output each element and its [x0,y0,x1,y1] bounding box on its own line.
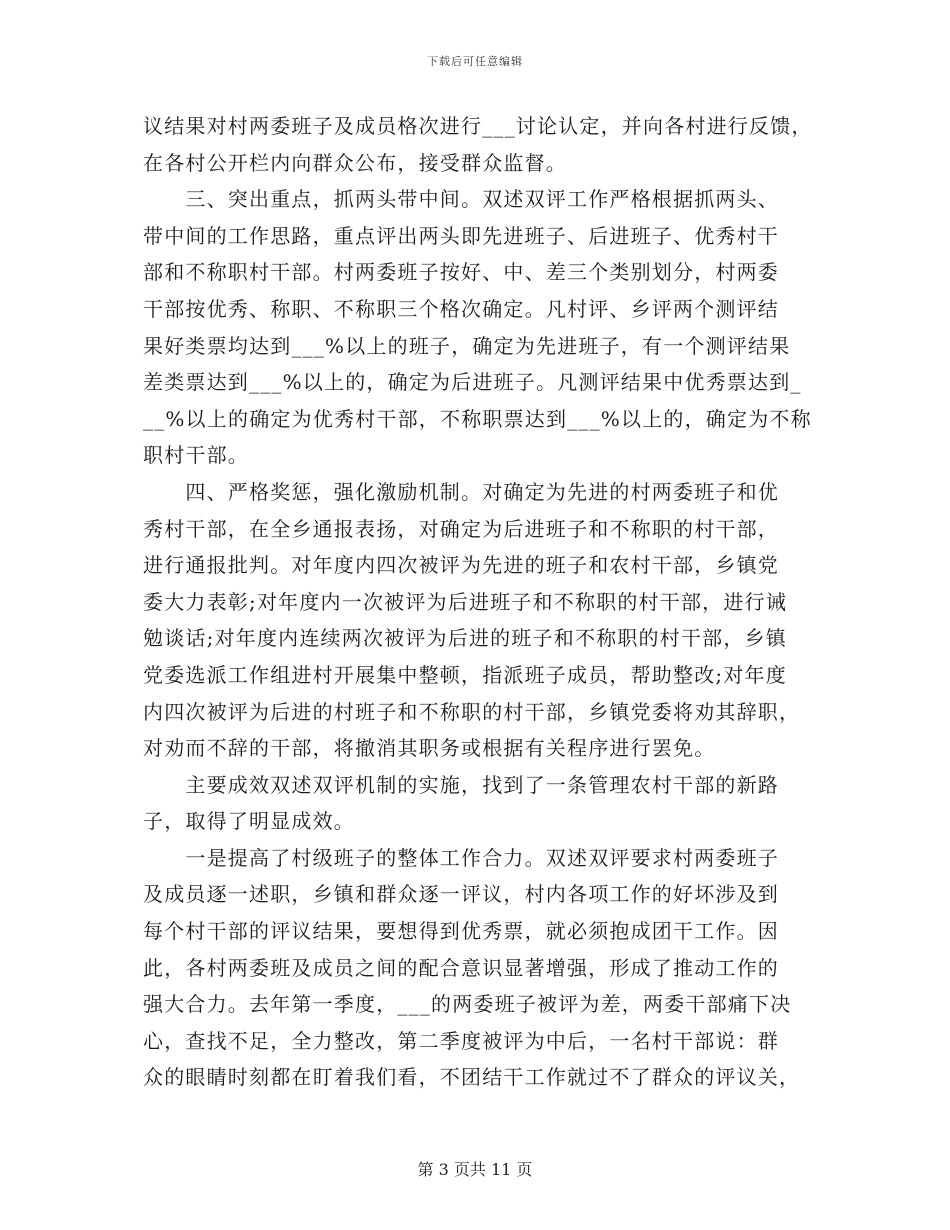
text-line: 子，取得了明显成效。 [143,809,355,834]
page-number: 第 3 页共 11 页 [417,1160,533,1179]
text-line: 众的眼睛时刻都在盯着我们看，不团结干工作就过不了群众的评议关， [143,1065,801,1090]
text-line: 内四次被评为后进的村班子和不称职的村干部，乡镇党委将劝其辞职， [143,699,801,724]
text-line: 干部按优秀、称职、不称职三个格次确定。凡村评、乡评两个测评结 [143,296,779,321]
text-line: 强大合力。去年第一季度，___的两委班子被评为差，两委干部痛下决 [143,992,792,1017]
text-line: __%以上的确定为优秀村干部，不称职票达到___%以上的，确定为不称 [143,406,812,431]
text-line: 心，查找不足，全力整改，第二季度被评为中后，一名村干部说：群 [143,1028,779,1053]
text-line: 进行通报批判。对年度内四次被评为先进的班子和农村干部，乡镇党 [143,553,779,578]
text-line: 一是提高了村级班子的整体工作合力。双述双评要求村两委班子 [143,845,779,870]
text-line: 带中间的工作思路，重点评出两头即先进班子、后进班子、优秀村干 [143,223,779,248]
text-line: 职村干部。 [143,443,249,468]
text-line: 委大力表彰;对年度内一次被评为后进班子和不称职的村干部，进行诫 [143,589,787,614]
text-line: 在各村公开栏内向群众公布，接受群众监督。 [143,150,567,175]
text-line: 勉谈话;对年度内连续两次被评为后进的班子和不称职的村干部，乡镇 [143,626,787,651]
text-line: 对劝而不辞的干部，将撤消其职务或根据有关程序进行罢免。 [143,736,716,761]
text-line: 三、突出重点，抓两头带中间。双述双评工作严格根据抓两头、 [143,187,779,212]
text-line: 主要成效双述双评机制的实施，找到了一条管理农村干部的新路 [143,772,779,797]
text-line: 党委选派工作组进村开展集中整顿，指派班子成员，帮助整改;对年度 [143,662,787,687]
text-line: 秀村干部，在全乡通报表扬，对确定为后进班子和不称职的村干部， [143,516,779,541]
document-body [143,108,813,1096]
text-line: 此，各村两委班及成员之间的配合意识显著增强，形成了推动工作的 [143,955,779,980]
header-note: 下载后可任意编辑 [427,55,523,68]
text-line: 每个村干部的评议结果，要想得到优秀票，就必须抱成团干工作。因 [143,919,779,944]
text-line: 果好类票均达到___%以上的班子，确定为先进班子，有一个测评结果 [143,333,791,358]
text-line: 部和不称职村干部。村两委班子按好、中、差三个类别划分，村两委 [143,260,779,285]
text-line: 四、严格奖惩，强化激励机制。对确定为先进的村两委班子和优 [143,479,779,504]
text-line: 及成员逐一述职，乡镇和群众逐一评议，村内各项工作的好坏涉及到 [143,882,779,907]
text-line: 差类票达到___%以上的，确定为后进班子。凡测评结果中优秀票达到_ [143,370,802,395]
text-line: 议结果对村两委班子及成员格次进行___讨论认定，并向各村进行反馈， [143,114,813,138]
